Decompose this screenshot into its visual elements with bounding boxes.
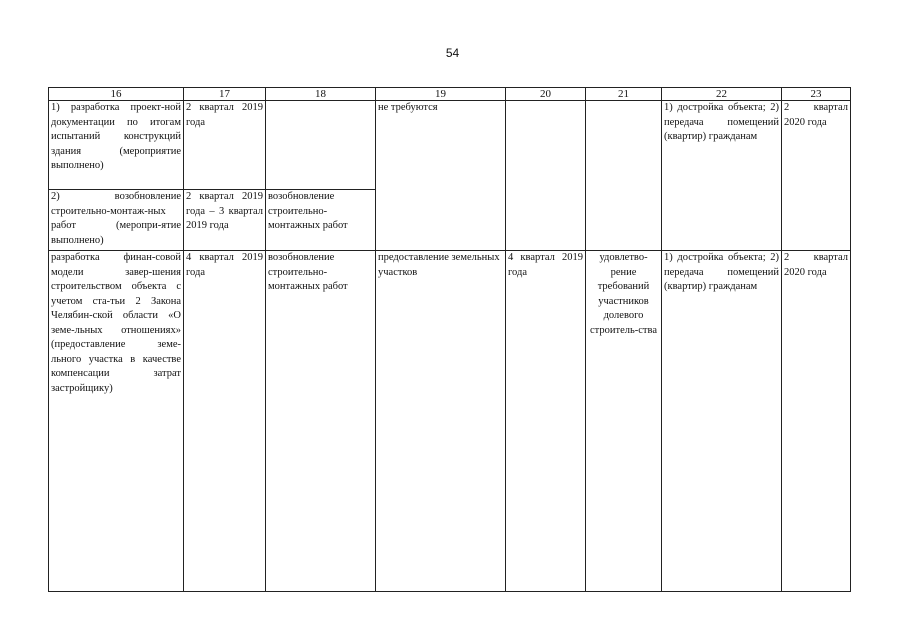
table-cell: 2) возобновление строительно-монтаж-ных работ (меропри-ятие выполнено) (49, 190, 184, 251)
table-cell: 2 квартал 2019 года (184, 101, 266, 190)
table-cell: 2 квартал 2019 года – 3 квартал 2019 года (184, 190, 266, 251)
table-cell (586, 101, 662, 251)
table-cell: 4 квартал 2019 года (506, 251, 586, 592)
table-cell: удовлетво-рение требований участников долевого строитель-ства (586, 251, 662, 592)
table-cell (506, 101, 586, 251)
table-row (49, 101, 851, 190)
column-header: 22 (662, 88, 782, 101)
column-header: 18 (266, 88, 376, 101)
table-cell: 1) достройка объекта; 2) передача помещений (квартир) гражданам (662, 101, 782, 251)
table-cell: предоставление земельных участков (376, 251, 506, 592)
table-cell: 2 квартал 2020 года (782, 101, 851, 251)
table-cell: не требуются (376, 101, 506, 251)
table-cell: 1) достройка объекта; 2) передача помещений (квартир) гражданам (662, 251, 782, 592)
column-header: 17 (184, 88, 266, 101)
table-cell: 4 квартал 2019 года (184, 251, 266, 592)
column-header: 20 (506, 88, 586, 101)
page-number: 54 (445, 46, 460, 60)
table-row (49, 251, 851, 592)
column-header: 21 (586, 88, 662, 101)
table-cell: 1) разработка проект-ной документации по итогам испытаний конструкций здания (мероприятие выполнено) (49, 101, 184, 190)
document-table (48, 87, 851, 592)
header-row (49, 88, 851, 101)
table-cell (266, 101, 376, 190)
table-cell: возобновление строительно-монтажных работ (266, 190, 376, 251)
column-header: 23 (782, 88, 851, 101)
table-cell: разработка финан-совой модели завер-шения строительством объекта с учетом ста-тьи 2 Закона Челябин-ской области «О земе-льных отношениях» (предоставление земе-льного участка в качестве компенсации затрат застройщику) (49, 251, 184, 592)
column-header: 16 (49, 88, 184, 101)
column-header: 19 (376, 88, 506, 101)
table-cell: возобновление строительно-монтажных работ (266, 251, 376, 592)
table-cell: 2 квартал 2020 года (782, 251, 851, 592)
